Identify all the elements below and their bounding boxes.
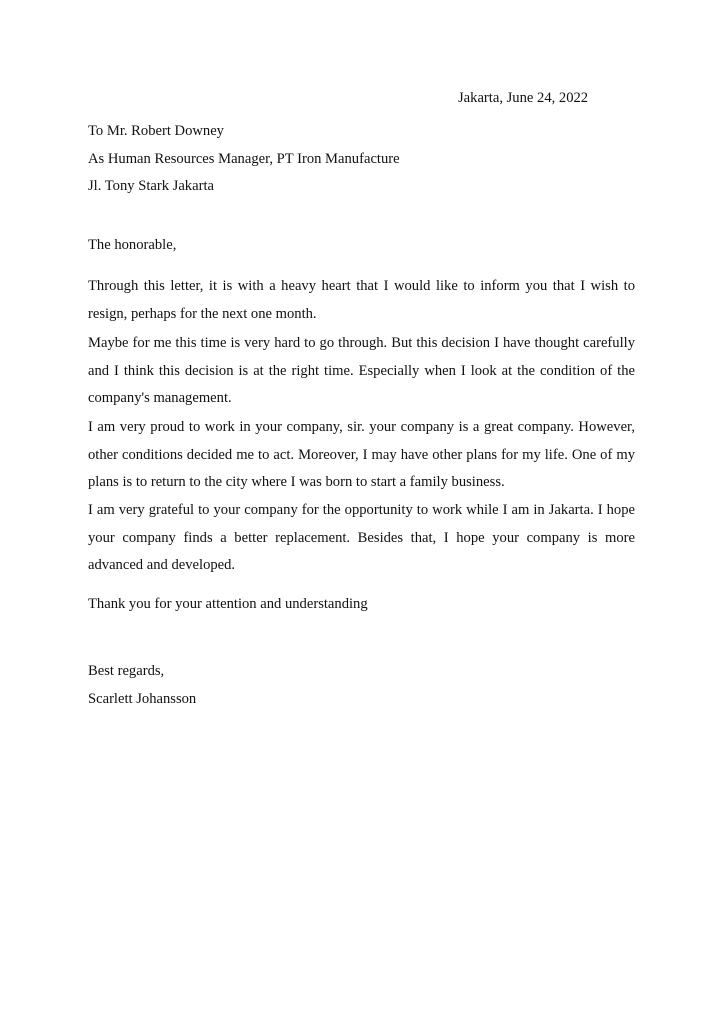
body-paragraph: Through this letter, it is with a heavy heart that I would like to inform you that I wish to resign, perhaps for the next one month. (88, 278, 635, 322)
closing-thanks: Thank you for your attention and understanding (88, 596, 368, 612)
recipient-name: To Mr. Robert Downey (88, 123, 224, 139)
letter-date: Jakarta, June 24, 2022 (458, 90, 589, 106)
closing-phrase: Best regards, (88, 663, 165, 679)
recipient-position: As Human Resources Manager, PT Iron Manufacture (88, 150, 400, 167)
recipient-address: Jl. Tony Stark Jakarta (88, 178, 214, 194)
recipient-block (88, 118, 635, 201)
salutation: The honorable, (88, 237, 177, 253)
signature-name: Scarlett Johansson (88, 690, 197, 707)
body-paragraph: I am very proud to work in your company, sir. your company is a great company. However, other conditions decided me to act. Moreover, I may have other plans for my life. One of my plans is to return to the city where I was born to start a family business. (88, 419, 635, 491)
body-paragraph: Maybe for me this time is very hard to go through. But this decision I have thought carefully and I think this decision is at the right time. Especially when I look at the condition of the company's management. (88, 335, 635, 407)
closing-block (88, 658, 635, 713)
body-paragraph: I am very grateful to your company for the opportunity to work while I am in Jakarta. I hope your company finds a better replacement. Besides that, I hope your company is more advanced and developed. (88, 502, 635, 574)
